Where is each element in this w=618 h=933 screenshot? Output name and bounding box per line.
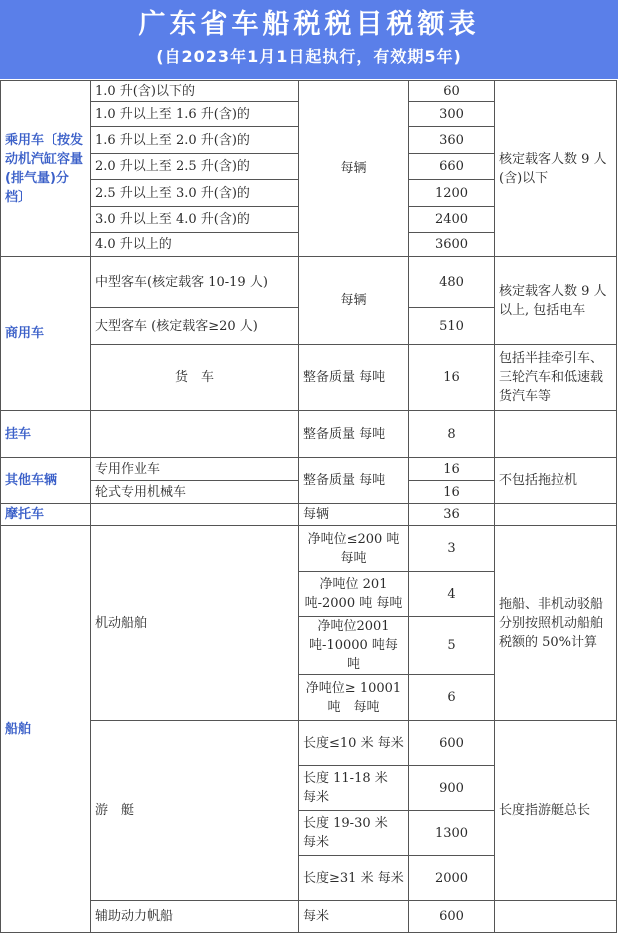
unit-cell: 净吨位≤200 吨 每吨 [299,526,409,572]
category-other: 其他车辆 [1,458,91,504]
item-cell: 专用作业车 [91,458,299,481]
unit-cell: 长度 11-18 米 每米 [299,766,409,811]
note-cell: 核定载客人数 9 人以上, 包括电车 [495,257,617,345]
item-cell: 3.0 升以上至 4.0 升(含)的 [91,207,299,233]
amount-cell: 2400 [409,207,495,233]
unit-cell: 长度 19-30 米 每米 [299,811,409,856]
note-cell: 拖船、非机动驳船分别按照机动船舶税额的 50%计算 [495,526,617,721]
item-cell: 游 艇 [91,721,299,901]
note-cell: 长度指游艇总长 [495,721,617,901]
table-row [1,81,617,102]
note-cell: 不包括拖拉机 [495,458,617,504]
unit-cell: 整备质量 每吨 [299,458,409,504]
note-cell: 包括半挂牵引车、三轮汽车和低速载货汽车等 [495,345,617,411]
amount-cell: 900 [409,766,495,811]
table-row [1,345,617,411]
item-cell: 2.0 升以上至 2.5 升(含)的 [91,154,299,180]
item-cell: 中型客车(核定载客 10-19 人) [91,257,299,308]
item-cell [91,411,299,458]
amount-cell: 1300 [409,811,495,856]
category-ships: 船舶 [1,526,91,933]
unit-cell: 整备质量 每吨 [299,411,409,458]
table-row [1,721,617,766]
item-cell: 2.5 升以上至 3.0 升(含)的 [91,180,299,207]
category-trailer: 挂车 [1,411,91,458]
amount-cell: 600 [409,721,495,766]
amount-cell: 480 [409,257,495,308]
table-row [1,504,617,526]
amount-cell: 60 [409,81,495,102]
table-row [1,411,617,458]
table-row [1,526,617,572]
table-row [1,901,617,933]
item-cell: 1.6 升以上至 2.0 升(含)的 [91,127,299,154]
item-cell: 辅助动力帆船 [91,901,299,933]
amount-cell: 1200 [409,180,495,207]
amount-cell: 36 [409,504,495,526]
tax-table [0,80,617,933]
page-title: 广东省车船税税目税额表 [138,9,480,40]
amount-cell: 300 [409,102,495,127]
amount-cell: 4 [409,572,495,617]
item-cell: 轮式专用机械车 [91,481,299,504]
category-motorcycle: 摩托车 [1,504,91,526]
item-cell: 1.0 升以上至 1.6 升(含)的 [91,102,299,127]
unit-cell: 每辆 [299,257,409,345]
unit-cell: 净吨位2001 吨-10000 吨每吨 [299,617,409,675]
unit-cell: 长度≤10 米 每米 [299,721,409,766]
unit-cell: 长度≥31 米 每米 [299,856,409,901]
title-banner [0,0,618,79]
table-row [1,458,617,481]
item-cell [91,504,299,526]
unit-cell: 每辆 [299,81,409,257]
unit-cell: 每米 [299,901,409,933]
amount-cell: 2000 [409,856,495,901]
unit-cell: 每辆 [299,504,409,526]
item-cell: 货 车 [91,345,299,411]
note-cell [495,504,617,526]
amount-cell: 600 [409,901,495,933]
amount-cell: 5 [409,617,495,675]
note-cell: 核定载客人数 9 人(含)以下 [495,81,617,257]
table-row [1,257,617,308]
item-cell: 机动船舶 [91,526,299,721]
amount-cell: 6 [409,675,495,721]
amount-cell: 8 [409,411,495,458]
note-cell [495,411,617,458]
note-cell [495,901,617,933]
page-subtitle: (自2023年1月1日起执行，有效期5年) [156,47,462,66]
amount-cell: 16 [409,458,495,481]
amount-cell: 16 [409,481,495,504]
amount-cell: 3 [409,526,495,572]
amount-cell: 510 [409,308,495,345]
unit-cell: 整备质量 每吨 [299,345,409,411]
category-passenger: 乘用车〔按发动机汽缸容量(排气量)分档〕 [1,81,91,257]
item-cell: 大型客车 (核定载客≥20 人) [91,308,299,345]
category-commercial: 商用车 [1,257,91,411]
item-cell: 4.0 升以上的 [91,233,299,257]
amount-cell: 3600 [409,233,495,257]
unit-cell: 净吨位≥ 10001 吨 每吨 [299,675,409,721]
amount-cell: 16 [409,345,495,411]
amount-cell: 660 [409,154,495,180]
item-cell: 1.0 升(含)以下的 [91,81,299,102]
unit-cell: 净吨位 201 吨-2000 吨 每吨 [299,572,409,617]
amount-cell: 360 [409,127,495,154]
